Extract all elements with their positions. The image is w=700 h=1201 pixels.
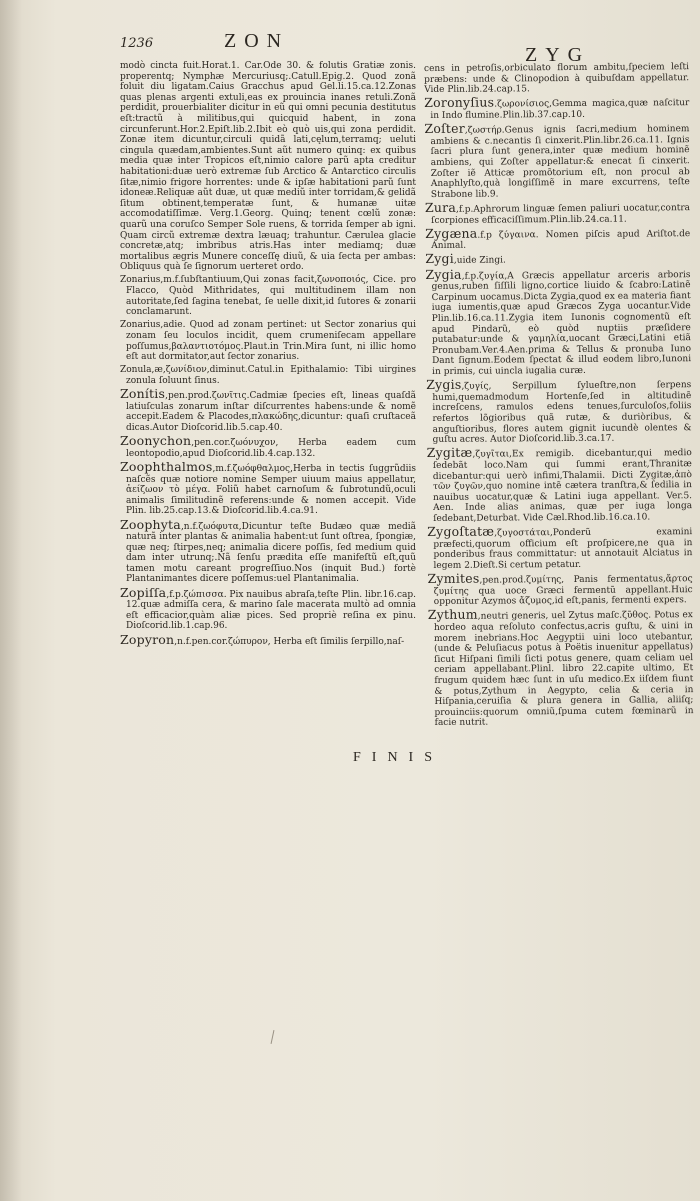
dictionary-entry: [120, 458, 416, 517]
entry-headword: Zoſter: [424, 120, 465, 137]
dictionary-entry: [120, 320, 416, 362]
dictionary-entry: [425, 268, 691, 378]
entry-headword: Zoonychon: [120, 433, 192, 449]
dictionary-entry: [120, 631, 416, 648]
dictionary-entry: [120, 275, 416, 317]
dictionary-entry: [427, 446, 693, 524]
entry-text: ,pen.prod.ζυμίτης, Panis fermentatus,ἄρτος ζυμίτης qua uoce Græci fermentũ appellant.Huic opponitur Azymos ἄζυμος,id eſt,panis, fermenti expers.: [433, 574, 693, 608]
entry-headword: Zygoſtatæ: [427, 523, 495, 540]
entry-headword: Zoophthalmos: [120, 458, 213, 474]
entry-headword: Zygis: [426, 376, 462, 393]
entry-headword: Zopiſſa: [120, 584, 167, 600]
entry-headword: Zygitæ: [426, 445, 473, 461]
entry-text: .f.p ζύγαινα. Nomen piſcis apud Ariſtot.de Animal.: [431, 228, 691, 252]
dictionary-entry: [120, 516, 416, 586]
dictionary-entry: [425, 201, 690, 226]
entry-text: Zonula,æ,ζωνίδιον,diminut.Catul.in Epithalamio: Tibi uirgines zonula ſoluunt ſinus.: [120, 365, 416, 386]
dictionary-entry: [425, 227, 690, 252]
dictionary-entry: [428, 609, 694, 729]
entry-text: ,n.f.pen.cor.ζώπυρον, Herba eſt ſimilis ſerpillo,naſ-: [174, 636, 405, 647]
dictionary-entry: [424, 94, 690, 122]
entry-text: ,uide Zingi.: [453, 255, 506, 267]
entry-headword: Zura: [424, 199, 457, 215]
entry-headword: Zopyron: [120, 631, 175, 647]
entry-text: ,ζυγῖται,Ex remigib. dicebantur,qui medio ſedebãt loco.Nam qui ſummi erant,Thranitæ dicebantur:qui uerò infimi,Thalamii. Dicti Zygitæ,ἀπὸ τῶν ζυγῶν,quo nomine intẽ cætera tranſtra,& ſedilia in nauibus uocatur,quæ & Latini iuga appellant. Ver.5. Aen. Inde alias animas, quæ per iuga longa ſedebant,Deturbat. Vide Cæl.Rhod.lib.16.ca.10.: [432, 448, 693, 524]
dictionary-entry: [425, 253, 690, 267]
entry-text: Zonarius,m.f.ſubſtantiuum,Qui zonas facit,ζωνοποιός, Cice. pro Flacco, Quòd Mithridates, qui multitudinem illam non autoritate,ſed ſagina tenebat, ſe uelle dixit,id ſutores & zonarii conclamarunt.: [120, 275, 416, 318]
finis-mark: FINIS: [353, 750, 444, 765]
entry-headword: Zonítis: [120, 386, 166, 402]
entry-text: modò cinctа fuit.Horat.1. Car.Ode 30. & folutis Gratiæ zonis. properentq; Nymphæ Mercuriusq;.Catull.Epig.2. Quod zonã foluit diu ligatam.Caius Gracchus apud Gel.li.15.ca.12.Zonas quas plenas argenti extuli,eas ex prouincia inanes retuli.Zonã perdidit, prouerbialiter dicitur in eũ qui omni pecunia destitutus eſt:tractũ à militibus,qui quicquid habent, in zona circunferunt.Hor.2.Epiſt.lib.2.Ibit eò quò uis,qui zona perdidit. Zonæ item dicuntur,circuli quidã lati,cęlum,terramq; ueluti cingula quædam,ambientes.Sunt aũt numero quinq: ex quibus media quæ inter Tropicos eſt,nimio calore parũ apta creditur habitationi:duæ uerò extremæ ſub Arctico & Antarctico circulis ſitæ,nimio frigore horrentes: unde & ipſæ habitationi parũ ſunt idoneæ.Reliquæ aũt duæ, ut quæ mediũ inter torridam,& gelidã ſitum obtinent,temperatæ ſunt, & humanæ uitæ accomodatiſſimæ. Verg.1.Georg. Quinq; tenent cœlũ zonæ: quarũ una coruſco Semper Sole ruens, & torrida ſemper ab igni. Quam circũ extremæ dextra læuaq; trahuntur. Cæruleа glacie concretæ,atq; imbribus atris.Has inter mediamq; duæ mortalibus ægris Munere conceſſę diuũ, & uia ſecta per ambas: Obliquus quà ſe ſignorum uerteret ordo.: [120, 61, 416, 273]
entry-headword: Zygi: [425, 251, 454, 267]
dictionary-entry: [427, 525, 692, 571]
entry-headword: Zythum: [427, 607, 478, 623]
dictionary-entry: [120, 433, 416, 459]
running-head-right: ZYG: [525, 44, 591, 66]
entry-text: ,pen.cor.ζωόνυχον, Herba eadem cum leontopodio,apud Dioſcorid.lib.4.cap.132.: [126, 438, 416, 459]
dictionary-entry: [120, 584, 416, 632]
entry-headword: Zoronyſius: [424, 94, 495, 111]
entry-text: ,ζυγίς, Serpillum ſylueſtre,non ſerpens humi,quemadmodum Hortenſe,ſed in altitudinẽ increſcens, ramulos edens tenues,ſurculoſos,foliis refertos lõgioribus quã rutæ, & duriòribus, & anguſtioribus, flores autem gignit iucundè olentes & guſtu acres. Autor Dioſcorid.lib.3.ca.17.: [432, 380, 692, 446]
entry-text: ,neutri generis, uel Zytus maſc.ζῦθος. Potus ex hordeo aqua reſoluto confectus,acris guſtu, & uini in morem inebrians.Hoc Aegyptii uini loco utebantur, (unde & Peluſiacus potus à Poëtis inuenitur appellatus) ſicut Hiſpani ſimili ſicti potus genere, quam celiam uel ceriam appellabant.Plinl. libro 22.capite ultimo, Et frugum quidem hæc ſunt in uſu medico.Ex iiſdem fiunt & potus,Zythum in Aegypto, celia & ceria in Hiſpania,ceruiſia & plura genera in Gallia, aliiſq; prouinciis:quorum omniũ,ſpuma cutem fœminarũ in facie nutrit.: [433, 610, 694, 729]
right-column: [424, 62, 694, 731]
dictionary-entry: [428, 572, 693, 608]
entry-text: .ζωρονίσιος,Gemma magica,quæ naſcitur in Indo flumine.Plin.lib.37.cap.10.: [430, 98, 690, 121]
entry-text: ,pen.prod.ζωνῖτις.Cadmiæ ſpecies eſt, lineas quaſdã latiuſculas zonarum inſtar diſcurrentes habens:unde & nomẽ accepit.Eadem & Placodes,πλακώδης,dicuntur: quaſi cruſtaceã dicas.Autor Dioſcorid.lib.5.cap.40.: [126, 391, 416, 433]
entry-headword: Zygæna: [425, 225, 478, 241]
entry-headword: Zoophyta: [120, 516, 181, 532]
gutter-shadow: [0, 0, 22, 1201]
entry-text: ,f.p.ζυγία,A Græcis appellatur arceris arboris genus,ruben ſiſſili ligno,cortice liuido & ſcabro:Latinẽ Carpinum uocamus.Dicta Zygia,quod ex ea materia fiant iuga iumentis,quæ apud Græcos Zyga uocantur.Vide Plin.lib.16.ca.11.Zygia item Iunonis cognomentũ eſt apud Pindarũ, eò quòd nuptiis præſidere putabatur:unde & γαμηλία,uocant Græci,Latini etiã Pronubam.Ver.4.Aen.prima & Tellus & pronuba Iuno Dant ſignum.Eodem ſpectat & illud eodem libro,Iunoni in primis, cui uincla iugalia curæ.: [431, 269, 692, 377]
entry-text: ,f.p.ζώπισσα. Pix nauibus abraſa,teſte Plin. libr.16.cap. 12.quæ admiſſa cera, & marino ſale macerata multò ad omnia eſt efficacior,quàm aliæ pices. Sed propriè reſina ex pinu. Dioſcorid.lib.1.cap.96.: [126, 589, 416, 632]
dictionary-entry: [120, 386, 416, 433]
entry-text: ,m.f.ζωόφθαλμος,Herba in tectis ſuggrũdiis naſcẽs quæ notiore nomine Semper uiuum maius appellatur, ἀείζωον τὸ μέγα. Foliũ habet carnoſum & ſubrotundũ,oculi animalis ſimilitudinẽ referens:unde & nomen accepit. Vide Plin. lib.25.cap.13.& Dioſcorid.lib.4.ca.91.: [126, 463, 416, 517]
entry-text: ,n.f.ζωόφυτα,Dicuntur teſte Budæo quæ mediã naturã inter plantas & animalia habent:ut ſunt oſtrea, ſpongiæ, quæ neq; ſtirpes,neq; animalia dicere poſſis, ſed medium quid dam inter utrunq;.Nã ſenſu prædita eſſe manifeſtũ eſt,quũ tamen motu careant progreſſiuo.Nos (inquit Bud.) fortè Plantanimantes dicere poſſemus:uel Plantanimalia.: [126, 521, 416, 585]
entry-text: ,ζωστήρ.Genus ignis ſacri,medium hominem ambiens & c.necantis ſi cinxerit.Plin.libr.26.ca.11. Ignis ſacri plura ſunt genera,inter quæ medium hominẽ ambiens, qui Zoſter appellatur:& enecat ſi cinxerit. Zoſter iẽ Atticæ promõtorium eſt, non procul ab Anaphlyſto,quà longiſſimẽ in mare excurrens, teſte Strabone lib.9.: [430, 124, 690, 200]
entry-text: cens in petroſis,orbiculato florum ambitu,ſpeciem leſti præbens: unde & Clinopodion à quibuſdam appellatur. Vide Plin.lib.24.cap.15.: [424, 62, 690, 96]
entry-text: ,f.p.Aphrorum linguæ ſemen paliuri uocatur,contra ſcorpiones efficaciſſimum.Plin.lib.24.ca.11.: [431, 203, 691, 226]
left-column: [120, 61, 416, 650]
running-head-left: ZON: [224, 30, 290, 52]
entry-headword: Zygia: [425, 266, 462, 282]
entry-text: Zonarius,adie. Quod ad zonam pertinet: ut Sector zonarius qui zonam ſeu loculos incidit, quem crumeniſecam appellare poſſumus,βαλαντιοτόμος.Plaut.in Trin.Mira ſunt, ni illic homo eſt aut dormitator,aut ſector zonarius.: [120, 320, 416, 363]
ink-mark: [271, 1030, 275, 1044]
page-number: 1236: [120, 36, 154, 51]
dictionary-entry: [120, 61, 416, 273]
dictionary-entry: [120, 365, 416, 386]
entry-headword: Zymites: [427, 570, 480, 587]
dictionary-entry: [426, 378, 691, 445]
dictionary-entry: [424, 62, 689, 96]
dictionary-entry: [424, 122, 690, 200]
entry-text: ,ζυγοστάται,Ponderũ examini præfecti,quorum officium eſt proſpicere,ne qua in ponderibus fraus committatur: ut annotauit Alciatus in legem 2.Dieſt.Si certum petatur.: [433, 527, 693, 571]
